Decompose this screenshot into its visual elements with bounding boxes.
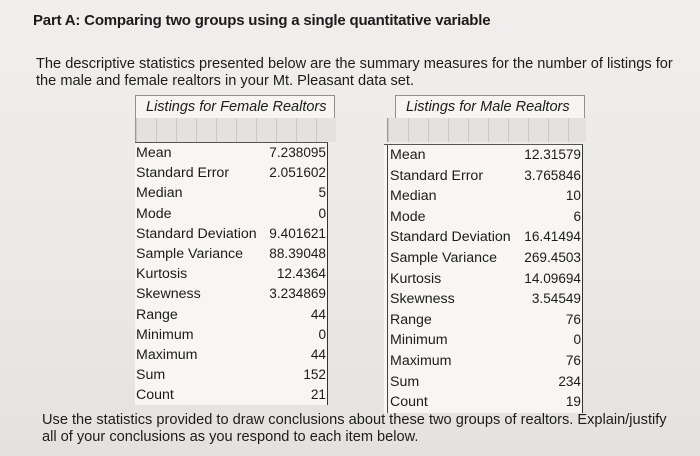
part-title: Part A: Comparing two groups using a single quantitative variable: [33, 12, 491, 29]
stat-label: Skewness: [136, 286, 201, 303]
stat-value: 3.234869: [269, 284, 328, 304]
stat-row: [384, 145, 583, 166]
stat-value: 7.238095: [269, 143, 328, 163]
stat-label: Mean: [136, 145, 172, 161]
stat-row: [384, 227, 583, 248]
stat-row: [135, 183, 328, 203]
stat-row: [384, 330, 583, 351]
stat-value: 19: [566, 392, 583, 413]
male-table-header: Listings for Male Realtors: [395, 95, 585, 119]
stat-row: [384, 248, 583, 269]
stat-value: 269.4503: [524, 248, 583, 269]
stat-value: 88.39048: [269, 244, 328, 264]
stat-row: [135, 224, 328, 244]
stat-row: [135, 305, 328, 325]
stat-label: Kurtosis: [136, 266, 188, 283]
stat-label: Standard Deviation: [387, 227, 511, 248]
stat-value: 3.54549: [532, 289, 583, 310]
stat-row: [135, 385, 328, 405]
stat-value: 5: [318, 183, 328, 203]
stat-value: 2.051602: [269, 163, 328, 183]
stat-label: Mean: [387, 145, 426, 166]
stat-label: Maximum: [387, 351, 451, 372]
stat-value: 76: [566, 351, 583, 372]
stat-label: Standard Error: [387, 166, 483, 187]
stat-row: [135, 345, 328, 365]
stat-value: 0: [318, 204, 328, 224]
stat-label: Mode: [136, 205, 172, 222]
stat-value: 76: [566, 310, 583, 331]
stat-label: Mode: [387, 207, 426, 228]
stat-value: 6: [573, 207, 583, 228]
stat-value: 9.401621: [269, 224, 328, 244]
female-stats-table: [135, 142, 328, 405]
stat-row: [135, 244, 328, 264]
stat-row: [384, 392, 583, 413]
stat-value: 10: [566, 186, 583, 207]
stat-row: [384, 310, 583, 331]
stat-label: Minimum: [136, 326, 194, 343]
stat-row: [135, 325, 328, 345]
stat-row: [384, 166, 583, 187]
instructions-paragraph: Use the statistics provided to draw conclusions about these two groups of realtors. Explain/justify all of your conclusions as you respond to each item below.: [42, 412, 667, 445]
female-table-header: Listings for Female Realtors: [135, 95, 335, 119]
stat-value: 16.41494: [524, 227, 583, 248]
stat-label: Range: [387, 310, 432, 331]
stat-value: 152: [303, 365, 328, 385]
male-stats-table: [384, 144, 583, 413]
stat-label: Minimum: [387, 330, 448, 351]
stat-label: Standard Error: [136, 165, 230, 182]
stat-row: [135, 264, 328, 284]
stat-row: [384, 351, 583, 372]
stat-row: [384, 289, 583, 310]
stat-label: Sample Variance: [136, 245, 243, 262]
stat-label: Kurtosis: [387, 269, 441, 290]
stat-row: [135, 163, 328, 183]
stat-row: [135, 143, 328, 163]
stat-label: Count: [136, 387, 174, 404]
stat-value: 12.4364: [277, 264, 328, 284]
stat-label: Standard Deviation: [136, 225, 257, 242]
stat-row: [384, 269, 583, 290]
stat-value: 3.765846: [524, 166, 583, 187]
stat-row: [135, 204, 328, 224]
stat-label: Sample Variance: [387, 248, 497, 269]
stat-value: 44: [311, 345, 328, 365]
stat-value: 44: [311, 305, 328, 325]
spreadsheet-gridlines: [135, 118, 336, 142]
stat-label: Sum: [387, 372, 419, 393]
stat-value: 234: [558, 372, 583, 393]
stat-value: 21: [311, 385, 328, 405]
stat-row: [135, 365, 328, 385]
stat-label: Median: [136, 185, 183, 202]
stat-row: [135, 284, 328, 304]
stat-value: 14.09694: [524, 269, 583, 290]
stat-label: Range: [136, 306, 178, 323]
spreadsheet-gridlines: [387, 118, 586, 142]
stat-label: Sum: [136, 367, 166, 384]
stat-label: Count: [387, 392, 428, 413]
stat-row: [384, 207, 583, 228]
stat-label: Median: [387, 186, 437, 207]
stat-label: Skewness: [387, 289, 455, 310]
stat-value: 0: [318, 325, 328, 345]
stat-value: 12.31579: [524, 145, 583, 166]
stat-row: [384, 372, 583, 393]
stat-row: [384, 186, 583, 207]
stat-label: Maximum: [136, 346, 198, 363]
stat-value: 0: [573, 330, 583, 351]
intro-paragraph: The descriptive statistics presented below are the summary measures for the number of listings for the male and female realtors in your Mt. Pleasant data set.: [36, 56, 673, 89]
